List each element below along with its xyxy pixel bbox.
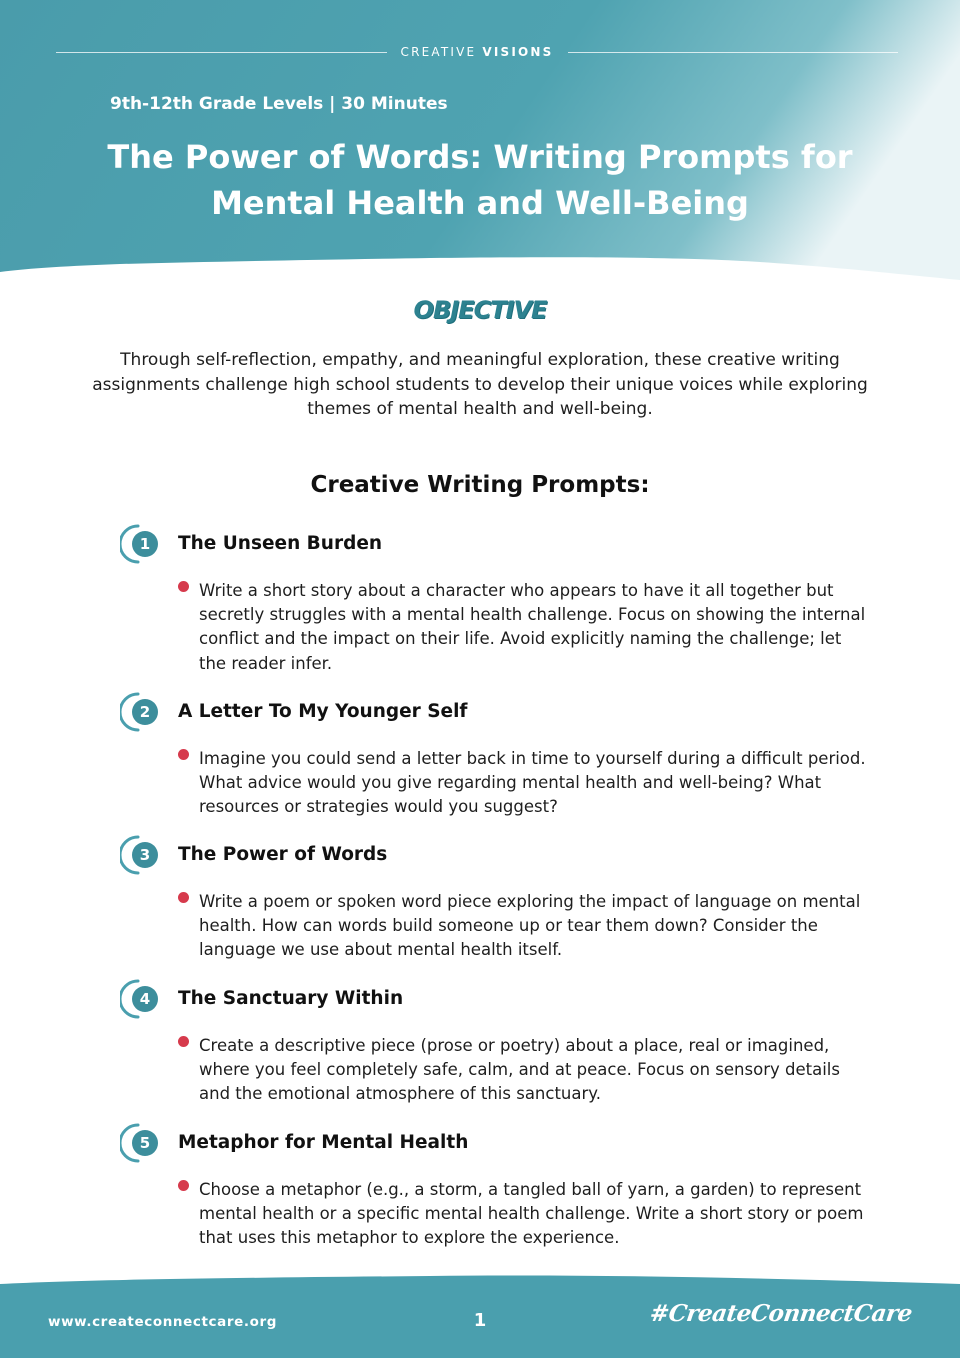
bullet-dot-icon <box>178 575 194 591</box>
prompt-text: Create a descriptive piece (prose or poetry) about a place, real or imagined, where you feel completely safe, calm, and at peace. Focus on sensory details and the emotional atmosphere of this sanctuary. <box>199 1036 840 1104</box>
brand-rule-left <box>56 52 387 53</box>
prompt-title: A Letter To My Younger Self <box>178 701 468 722</box>
prompt-text: Write a short story about a character who appears to have it all together but secretly struggles with a mental health challenge. Focus on showing the internal conflict and the impact on their life. Avoid explicitly naming the challenge; let the reader infer. <box>199 581 866 673</box>
hashtag-logo: #CreateConnectCare <box>648 1300 914 1327</box>
prompt-item-2 <box>120 691 880 831</box>
prompt-text: Imagine you could send a letter back in time to yourself during a difficult period. What advice would you give regarding mental health and well-being? What resources or strategies would you suggest? <box>199 749 866 817</box>
objective-text: Through self-reflection, empathy, and meaningful exploration, these creative writing assignments challenge high school students to develop their unique voices while exploring themes of mental health and well-being. <box>92 350 868 419</box>
number-badge-5 <box>120 1122 162 1164</box>
brand-light: CREATIVE <box>400 45 477 59</box>
number-badge-1 <box>120 523 162 565</box>
brand-rule-right <box>568 52 899 53</box>
page-number: 1 <box>473 1310 487 1331</box>
footer-url[interactable]: www.createconnectcare.org <box>48 1314 277 1330</box>
brand-bold: VISIONS <box>482 45 554 59</box>
number-badge-3 <box>120 834 162 876</box>
footer-banner <box>0 1270 960 1358</box>
bullet-dot-icon <box>178 1174 194 1190</box>
badge-number: 3 <box>139 846 151 864</box>
header-banner <box>0 0 960 290</box>
prompt-title: The Sanctuary Within <box>178 988 404 1009</box>
badge-number: 1 <box>139 535 151 553</box>
prompt-title: The Unseen Burden <box>178 533 383 554</box>
brand-row <box>56 42 898 62</box>
grade-line: 9th-12th Grade Levels | 30 Minutes <box>110 94 448 114</box>
prompt-title: Metaphor for Mental Health <box>178 1132 469 1153</box>
number-badge-4 <box>120 978 162 1020</box>
page-title: The Power of Words: Writing Prompts for Mental Health and Well-Being <box>107 138 853 222</box>
prompts-heading: Creative Writing Prompts: <box>310 472 650 498</box>
prompt-title: The Power of Words <box>178 844 388 865</box>
badge-number: 2 <box>139 703 151 721</box>
prompt-item-5 <box>120 1122 880 1262</box>
objective-heading: OBJECTIVE <box>413 296 547 324</box>
badge-number: 5 <box>139 1134 151 1152</box>
badge-number: 4 <box>139 990 151 1008</box>
bullet-dot-icon <box>178 886 194 902</box>
bullet-dot-icon <box>178 743 194 759</box>
prompt-item-4 <box>120 978 880 1118</box>
prompt-item-3 <box>120 834 880 974</box>
brand-name <box>387 45 568 59</box>
bullet-dot-icon <box>178 1030 194 1046</box>
prompt-text: Write a poem or spoken word piece exploring the impact of language on mental health. How can words build someone up or tear them down? Consider the language we use about mental health itself. <box>199 892 861 960</box>
prompt-text: Choose a metaphor (e.g., a storm, a tangled ball of yarn, a garden) to represent mental health or a specific mental health challenge. Write a short story or poem that uses this metaphor to explore the experience. <box>199 1180 864 1248</box>
number-badge-2 <box>120 691 162 733</box>
prompt-item-1 <box>120 523 880 683</box>
